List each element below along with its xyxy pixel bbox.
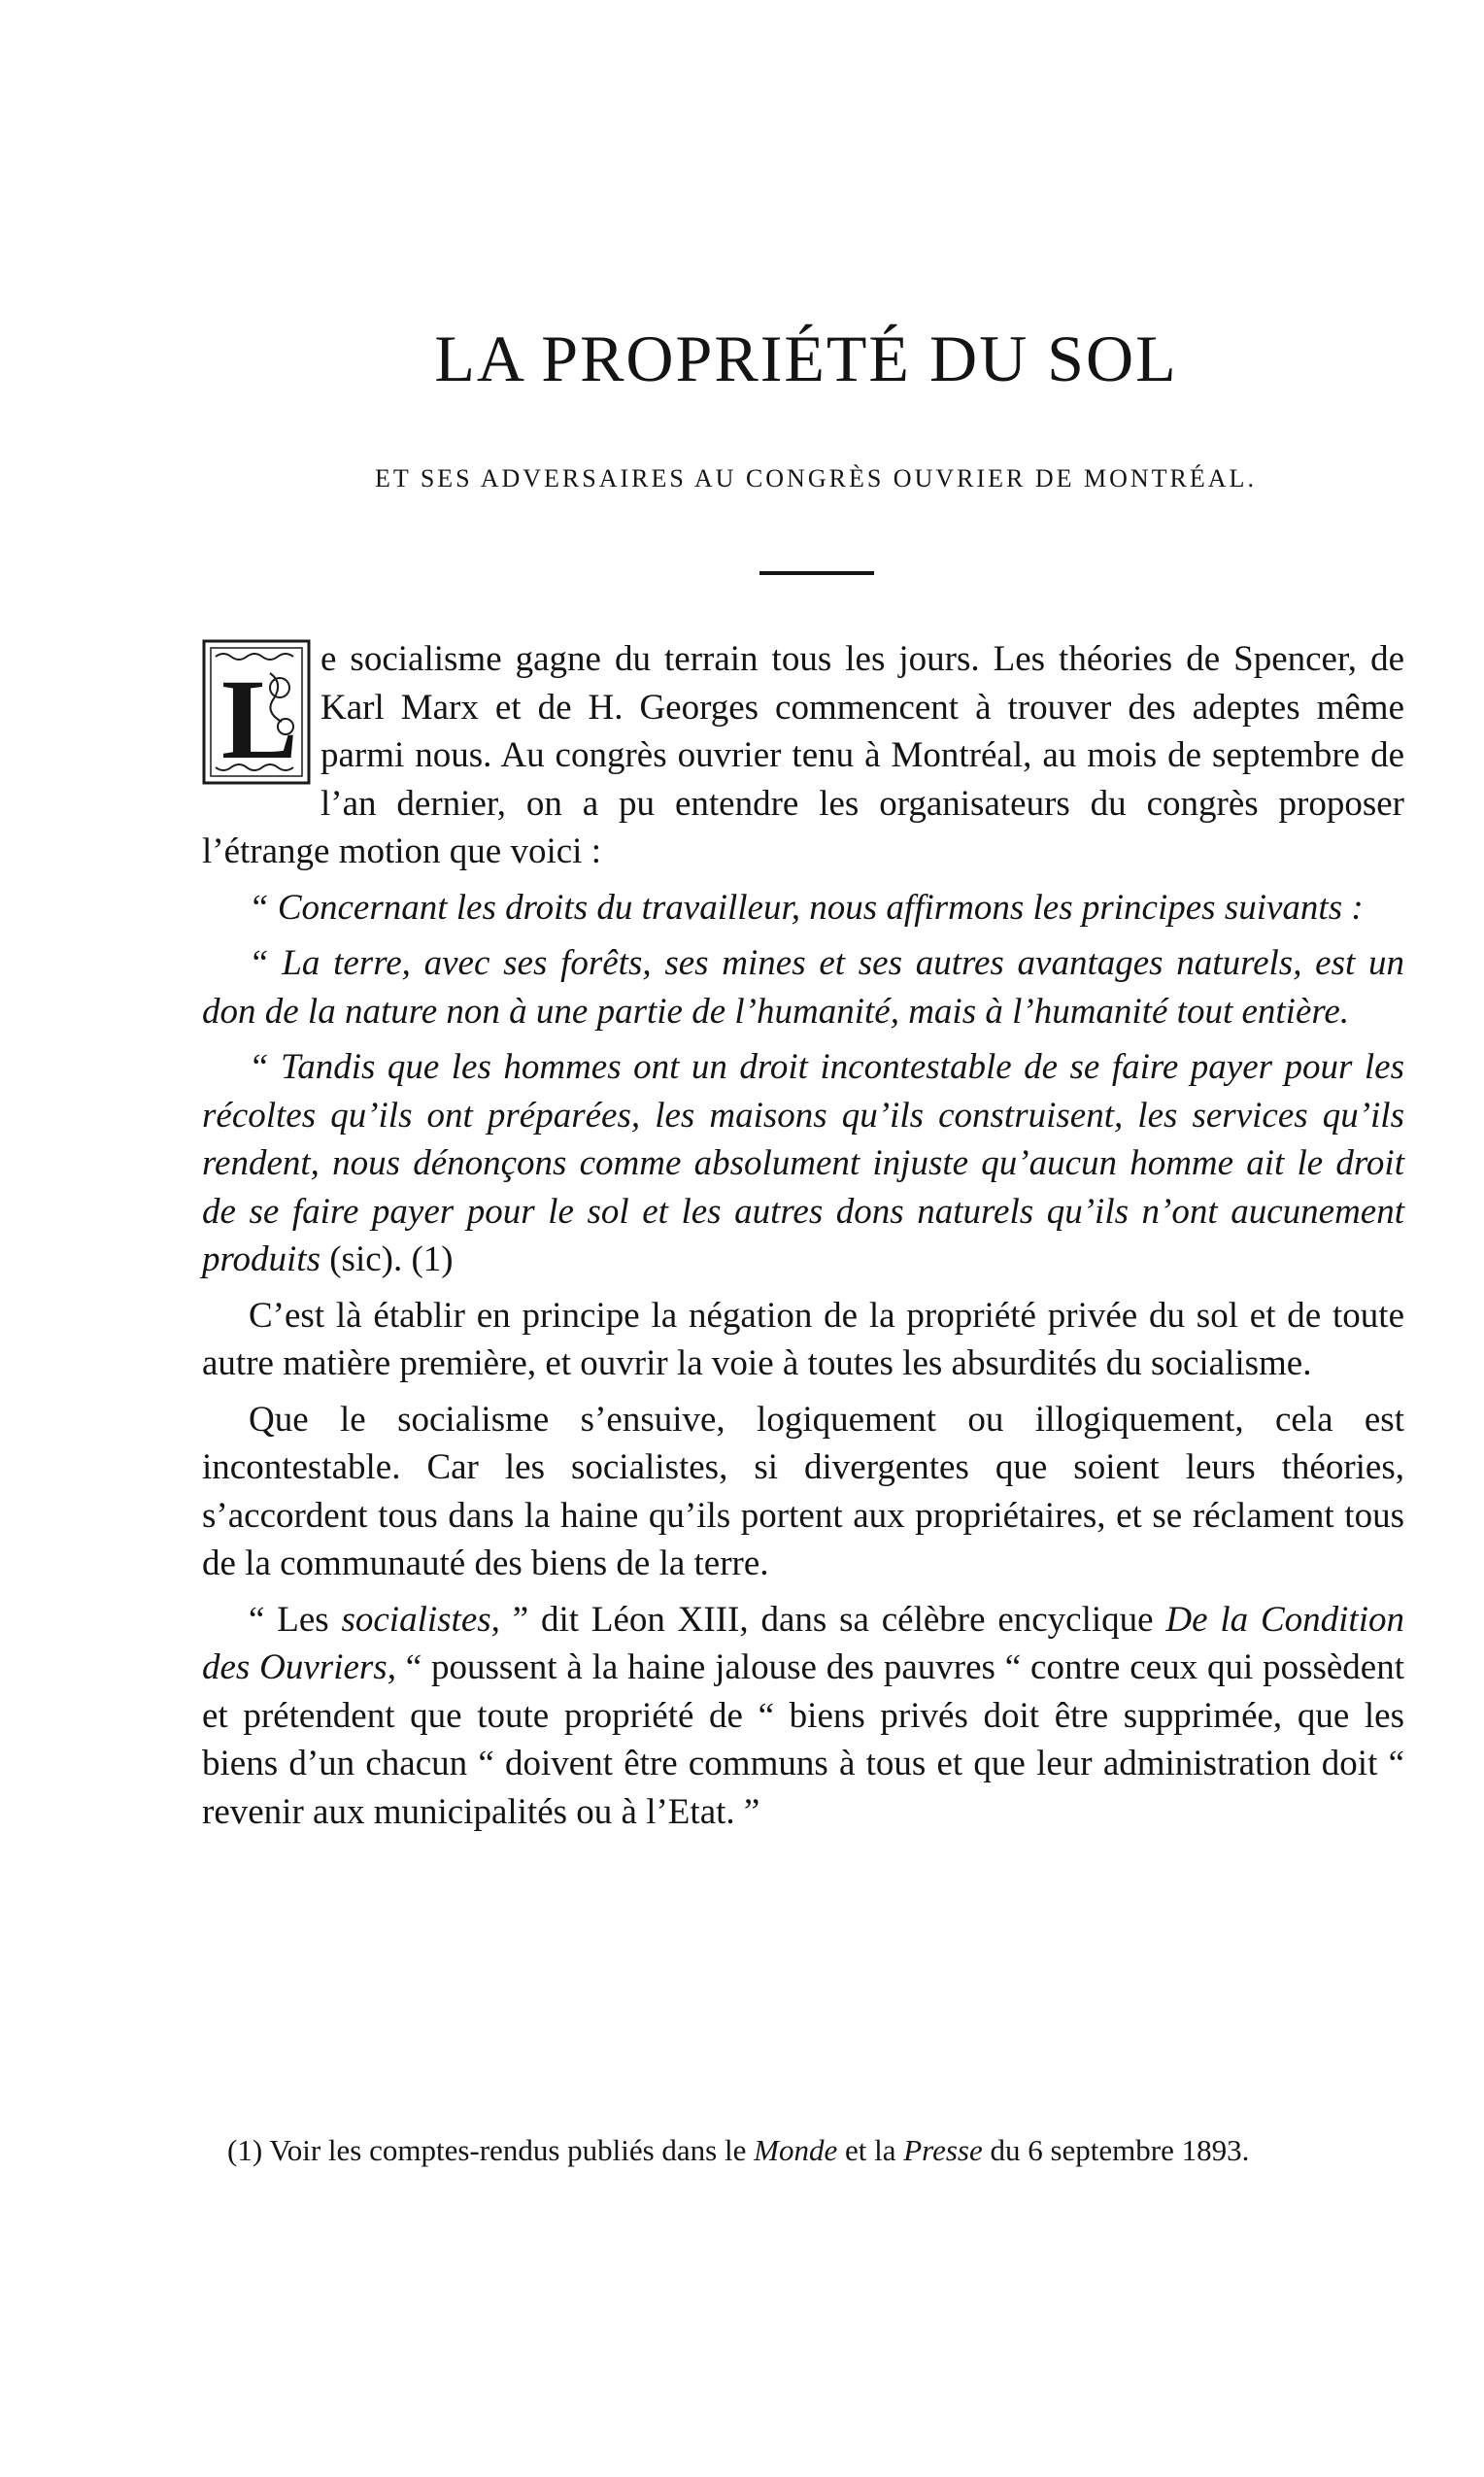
quote-paragraph-3-text: “ Tandis que les hommes ont un droit incontestable de se faire payer pour les récoltes qu’ils ont préparées, les maisons qu’ils construisent, les services qu’ils rendent, nous dénonçons comme absolument injuste qu’aucun homme ait le droit de se faire payer pour le sol et les autres dons naturels qu’ils n’ont aucunement produits <box>202 1047 1404 1279</box>
quote-paragraph-1: “ Concernant les droits du travailleur, nous affirmons les principes suivants : <box>249 887 1364 928</box>
footnote-newspaper-monde: Monde <box>754 2133 838 2167</box>
footnote-reference: (sic). (1) <box>320 1239 454 1279</box>
page-title: LA PROPRIÉTÉ DU SOL <box>434 322 1178 395</box>
footnote-newspaper-presse: Presse <box>903 2133 983 2167</box>
footnote-part-a: (1) Voir les comptes-rendus publiés dans le <box>227 2133 755 2167</box>
paragraph-4 <box>202 1596 1404 1837</box>
paragraph-intro-text: e socialisme gagne du terrain tous les jours. Les théories de Spencer, de Karl Marx et de H. Georges commencent à trouver des adeptes même parmi nous. Au congrès ouvrier tenu à Montréal, au mois de septembre de l’an dernier, on a pu entendre les organisateurs du congrès proposer l’étrange motion que voici : <box>202 639 1404 871</box>
paragraph-3: Que le socialisme s’ensuive, logiquement ou illogiquement, cela est incontestable. Car les socialistes, si divergentes que soient leurs théories, s’accordent tous dans la haine qu’ils portent aux propriétaires, et se réclament tous de la communauté des biens de la terre. <box>202 1399 1404 1583</box>
ornamental-dropcap <box>202 639 311 785</box>
encyclical-title: De la Condition des Ouvriers, <box>202 1599 1404 1687</box>
title-divider <box>759 571 874 575</box>
quote-paragraph-2: “ La terre, avec ses forêts, ses mines et ses autres avantages naturels, est un don de la nature non à une partie de l’humanité, mais à l’humanité tout entière. <box>202 943 1404 1032</box>
paragraph-4-part-c: ” dit Léon XIII, dans sa célèbre encyclique <box>499 1599 1166 1640</box>
footnote-part-e: du 6 septembre 1893. <box>982 2133 1250 2167</box>
footnote <box>202 2133 1404 2168</box>
footnote-part-c: et la <box>837 2133 904 2167</box>
svg-text:L: L <box>221 656 298 783</box>
page-subtitle: ET SES ADVERSAIRES AU CONGRÈS OUVRIER DE MONTRÉAL. <box>375 464 1257 492</box>
quote-paragraph-3 <box>202 1043 1404 1284</box>
article-body <box>202 635 1404 1844</box>
paragraph-4-socialistes: socialistes, <box>341 1599 500 1640</box>
paragraph-4-part-e: “ poussent à la haine jalouse des pauvres “ contre ceux qui possèdent et prétendent que toute propriété de “ biens privés doit être supprimée, que les biens d’un chacun “ doivent être communs à tous et que leur administration doit “ revenir aux municipalités ou à l’Etat. ” <box>202 1647 1404 1832</box>
paragraph-2: C’est là établir en principe la négation de la propriété privée du sol et de toute autre matière première, et ouvrir la voie à toutes les absurdités du socialisme. <box>202 1295 1404 1383</box>
paragraph-4-part-a: “ Les <box>249 1599 342 1640</box>
paragraph-intro <box>202 635 1404 876</box>
